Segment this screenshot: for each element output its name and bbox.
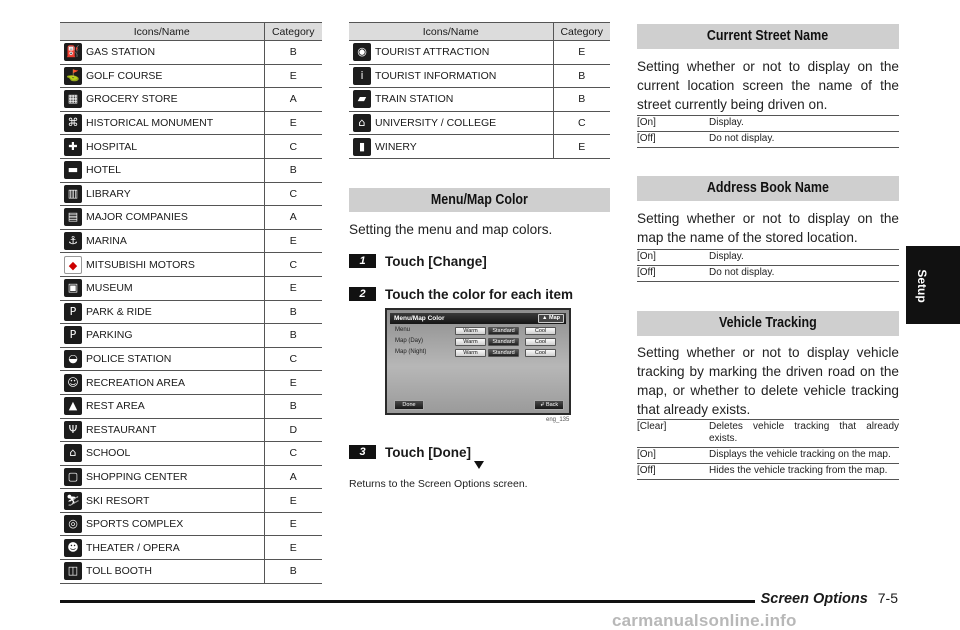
table-row — [60, 512, 322, 536]
poi-name-cell — [60, 347, 264, 371]
vehicle-tracking-description: Setting whether or not to display vehicle tracking by marking the driven road on the map, or whether to delete vehicle tracking that already exists. — [637, 345, 899, 417]
poi-name: MAJOR COMPANIES — [86, 211, 188, 224]
option-row — [637, 266, 899, 282]
poi-name: MITSUBISHI MOTORS — [86, 258, 195, 271]
poi-category: E — [264, 489, 322, 513]
monument-icon: ⌘ — [64, 114, 82, 132]
building-icon: ▤ — [64, 208, 82, 226]
poi-name: SHOPPING CENTER — [86, 470, 188, 483]
color-option-button[interactable]: Standard — [488, 349, 519, 357]
color-option-button[interactable]: Standard — [488, 338, 519, 346]
table-row — [60, 465, 322, 489]
poi-name-cell — [60, 182, 264, 206]
poi-name: HOTEL — [86, 164, 122, 177]
poi-category: C — [264, 135, 322, 159]
table-row — [60, 418, 322, 442]
park-ride-icon: P — [64, 303, 82, 321]
poi-category: E — [264, 536, 322, 560]
step-2 — [349, 285, 573, 303]
info-icon: i — [353, 67, 371, 85]
screen-row-label: Map (Day) — [395, 338, 424, 344]
stadium-icon: ◎ — [64, 515, 82, 533]
table-row — [60, 347, 322, 371]
museum-icon: ▣ — [64, 279, 82, 297]
poi-name-cell — [60, 394, 264, 418]
poi-name-cell — [60, 41, 264, 65]
poi-name: MARINA — [86, 234, 127, 247]
menu-map-color-screenshot — [385, 308, 571, 415]
poi-name: WINERY — [375, 140, 417, 153]
step-1 — [349, 252, 487, 270]
golfer-icon: ⛳ — [64, 67, 82, 85]
school-icon: ⌂ — [64, 444, 82, 462]
poi-category: E — [264, 64, 322, 88]
poi-category: C — [264, 347, 322, 371]
poi-category: B — [264, 560, 322, 584]
poi-name: TRAIN STATION — [375, 93, 454, 106]
mitsubishi-logo-icon: ◆ — [64, 256, 82, 274]
option-row — [637, 448, 899, 464]
poi-name-cell — [60, 206, 264, 230]
option-value: Do not display. — [709, 132, 899, 148]
step-text: Touch the color for each item — [385, 286, 574, 302]
poi-name-cell — [60, 229, 264, 253]
returns-note: Returns to the Screen Options screen. — [349, 478, 528, 490]
step-3 — [349, 443, 471, 461]
fork-knife-icon: Ψ — [64, 421, 82, 439]
option-row — [637, 132, 899, 148]
poi-icon-table-left — [60, 22, 322, 584]
poi-name: GROCERY STORE — [86, 93, 178, 106]
poi-category: A — [264, 465, 322, 489]
step-text: Touch [Done] — [385, 444, 471, 460]
back-button[interactable]: ↲ Back — [534, 400, 564, 410]
poi-category: B — [264, 300, 322, 324]
poi-name: GAS STATION — [86, 46, 156, 59]
parking-icon: P — [64, 326, 82, 344]
footer-chapter-title: Screen Options — [760, 591, 868, 607]
poi-name-cell — [60, 465, 264, 489]
poi-name: POLICE STATION — [86, 352, 172, 365]
police-car-icon: ◒ — [64, 350, 82, 368]
poi-name-cell — [60, 536, 264, 560]
menu-map-color-intro: Setting the menu and map colors. — [349, 222, 553, 237]
column-header-icons-name: Icons/Name — [60, 23, 264, 41]
option-value: Displays the vehicle tracking on the map. — [709, 448, 899, 464]
table-row — [60, 536, 322, 560]
poi-name-cell — [349, 135, 553, 159]
page-number: 7-5 — [877, 590, 898, 606]
image-reference-code: eng_135 — [546, 417, 570, 423]
table-row — [349, 41, 610, 65]
table-row — [60, 229, 322, 253]
poi-name: TOURIST ATTRACTION — [375, 46, 490, 59]
fuel-pump-icon: ⛽ — [64, 43, 82, 61]
poi-name-cell — [60, 135, 264, 159]
poi-name: UNIVERSITY / COLLEGE — [375, 116, 497, 129]
color-option-button[interactable]: Warm — [455, 338, 486, 346]
map-button[interactable]: ▲ Map — [538, 314, 564, 323]
option-value: Deletes vehicle tracking that already exists. — [709, 420, 899, 448]
section-heading-address-book-name: Address Book Name — [637, 176, 899, 201]
poi-name: TOURIST INFORMATION — [375, 69, 497, 82]
address-book-options — [637, 249, 899, 282]
poi-name-cell — [60, 442, 264, 466]
poi-name-cell — [60, 418, 264, 442]
table-row — [60, 300, 322, 324]
vehicle-tracking-options — [637, 419, 899, 480]
poi-name-cell — [349, 64, 553, 88]
graduation-cap-icon: ⌂ — [353, 114, 371, 132]
table-row — [60, 560, 322, 584]
poi-name-cell — [60, 560, 264, 584]
poi-name: SKI RESORT — [86, 494, 150, 507]
poi-category: E — [264, 111, 322, 135]
option-row — [637, 420, 899, 448]
poi-category: E — [264, 276, 322, 300]
color-option-button[interactable]: Cool — [525, 349, 556, 357]
table-row — [60, 489, 322, 513]
cross-icon: ✚ — [64, 138, 82, 156]
table-row — [60, 111, 322, 135]
column-header-icons-name: Icons/Name — [349, 23, 553, 41]
poi-name-cell — [60, 276, 264, 300]
poi-name: LIBRARY — [86, 187, 131, 200]
option-row — [637, 464, 899, 480]
poi-name: SCHOOL — [86, 447, 131, 460]
table-row — [60, 182, 322, 206]
poi-category: C — [553, 111, 610, 135]
poi-name-cell — [349, 41, 553, 65]
poi-name: SPORTS COMPLEX — [86, 517, 184, 530]
option-key: [Clear] — [637, 420, 709, 448]
poi-category: E — [264, 371, 322, 395]
option-value: Display. — [709, 116, 899, 132]
return-arrow-icon: ↲ — [539, 402, 545, 408]
poi-category: C — [264, 253, 322, 277]
chapter-side-tab — [906, 246, 960, 324]
poi-category: B — [264, 394, 322, 418]
table-row — [60, 88, 322, 112]
poi-category: B — [553, 64, 610, 88]
table-row — [60, 276, 322, 300]
poi-name-cell — [60, 489, 264, 513]
poi-name: RECREATION AREA — [86, 376, 185, 389]
option-key: [Off] — [637, 132, 709, 148]
table-row — [60, 253, 322, 277]
table-row — [60, 41, 322, 65]
color-option-button[interactable]: Warm — [455, 327, 486, 335]
bed-icon: ▬ — [64, 161, 82, 179]
watermark: carmanualsonline.info — [612, 611, 797, 630]
poi-name: MUSEUM — [86, 282, 133, 295]
poi-name-cell — [349, 88, 553, 112]
theater-masks-icon: ☻ — [64, 539, 82, 557]
table-row — [349, 135, 610, 159]
poi-category: B — [264, 324, 322, 348]
option-value: Display. — [709, 250, 899, 266]
step-number: 3 — [349, 445, 376, 459]
book-icon: ▥ — [64, 185, 82, 203]
camera-icon: ◉ — [353, 43, 371, 61]
poi-category: B — [264, 158, 322, 182]
toll-booth-icon: ◫ — [64, 562, 82, 580]
screen-title-bar — [390, 313, 566, 324]
section-heading-current-street-name: Current Street Name — [637, 24, 899, 49]
poi-name-cell — [349, 111, 553, 135]
side-tab-label: Setup — [915, 269, 929, 303]
screen-title: Menu/Map Color — [394, 315, 445, 322]
table-row — [60, 371, 322, 395]
poi-category: A — [264, 88, 322, 112]
poi-name-cell — [60, 64, 264, 88]
poi-category: A — [264, 206, 322, 230]
current-street-options — [637, 115, 899, 148]
option-row — [637, 116, 899, 132]
table-row — [349, 111, 610, 135]
color-option-button[interactable]: Cool — [525, 338, 556, 346]
poi-name: HISTORICAL MONUMENT — [86, 116, 214, 129]
rest-area-icon: ▲ — [64, 397, 82, 415]
poi-icon-table-middle — [349, 22, 610, 159]
section-heading-vehicle-tracking: Vehicle Tracking — [637, 311, 899, 336]
poi-category: E — [264, 512, 322, 536]
poi-category: C — [264, 442, 322, 466]
address-book-description: Setting whether or not to display on the map the name of the stored location. — [637, 211, 899, 245]
option-key: [Off] — [637, 266, 709, 282]
poi-category: B — [553, 88, 610, 112]
step-text: Touch [Change] — [385, 253, 487, 269]
poi-name-cell — [60, 324, 264, 348]
poi-category: E — [553, 135, 610, 159]
poi-category: E — [264, 229, 322, 253]
option-key: [Off] — [637, 464, 709, 480]
family-icon: ☺ — [64, 374, 82, 392]
down-arrow-icon — [474, 461, 484, 469]
page-footer — [755, 590, 902, 607]
color-option-button[interactable]: Cool — [525, 327, 556, 335]
option-row — [637, 250, 899, 266]
option-value: Do not display. — [709, 266, 899, 282]
poi-name-cell — [60, 253, 264, 277]
poi-name: RESTAURANT — [86, 423, 157, 436]
wine-bottle-icon: ▮ — [353, 138, 371, 156]
column-header-category: Category — [264, 23, 322, 41]
table-row — [60, 206, 322, 230]
poi-name: REST AREA — [86, 399, 145, 412]
poi-category: B — [264, 41, 322, 65]
option-key: [On] — [637, 448, 709, 464]
table-row — [60, 324, 322, 348]
step-number: 1 — [349, 254, 376, 268]
table-row — [60, 394, 322, 418]
color-option-button[interactable]: Warm — [455, 349, 486, 357]
option-value: Hides the vehicle tracking from the map. — [709, 464, 899, 480]
poi-category: D — [264, 418, 322, 442]
anchor-icon: ⚓ — [64, 232, 82, 250]
current-street-description: Setting whether or not to display on the current location screen the name of the street currently being driven on. — [637, 59, 899, 112]
shopping-basket-icon: ▦ — [64, 90, 82, 108]
table-row — [60, 64, 322, 88]
poi-name: TOLL BOOTH — [86, 565, 152, 578]
up-arrow-icon: ▲ — [542, 315, 548, 321]
screen-row-label: Menu — [395, 327, 411, 333]
poi-name: THEATER / OPERA — [86, 541, 180, 554]
poi-name-cell — [60, 300, 264, 324]
table-row — [60, 442, 322, 466]
option-key: [On] — [637, 116, 709, 132]
column-header-category: Category — [553, 23, 610, 41]
table-row — [349, 64, 610, 88]
step-number: 2 — [349, 287, 376, 301]
shopping-bag-icon: ▢ — [64, 468, 82, 486]
table-row — [349, 88, 610, 112]
poi-name: PARK & RIDE — [86, 305, 152, 318]
poi-name: PARKING — [86, 329, 133, 342]
poi-category: E — [553, 41, 610, 65]
screen-row-label: Map (Night) — [395, 349, 427, 355]
poi-name: GOLF COURSE — [86, 69, 163, 82]
poi-name-cell — [60, 512, 264, 536]
table-row — [60, 158, 322, 182]
train-icon: ▰ — [353, 90, 371, 108]
poi-category: C — [264, 182, 322, 206]
option-key: [On] — [637, 250, 709, 266]
poi-name-cell — [60, 371, 264, 395]
table-row — [60, 135, 322, 159]
poi-name-cell — [60, 111, 264, 135]
skier-icon: ⛷ — [64, 492, 82, 510]
done-button[interactable]: Done — [394, 400, 424, 410]
color-option-button[interactable]: Standard — [488, 327, 519, 335]
poi-name-cell — [60, 158, 264, 182]
poi-name: HOSPITAL — [86, 140, 138, 153]
section-heading-menu-map-color: Menu/Map Color — [349, 188, 610, 212]
poi-name-cell — [60, 88, 264, 112]
